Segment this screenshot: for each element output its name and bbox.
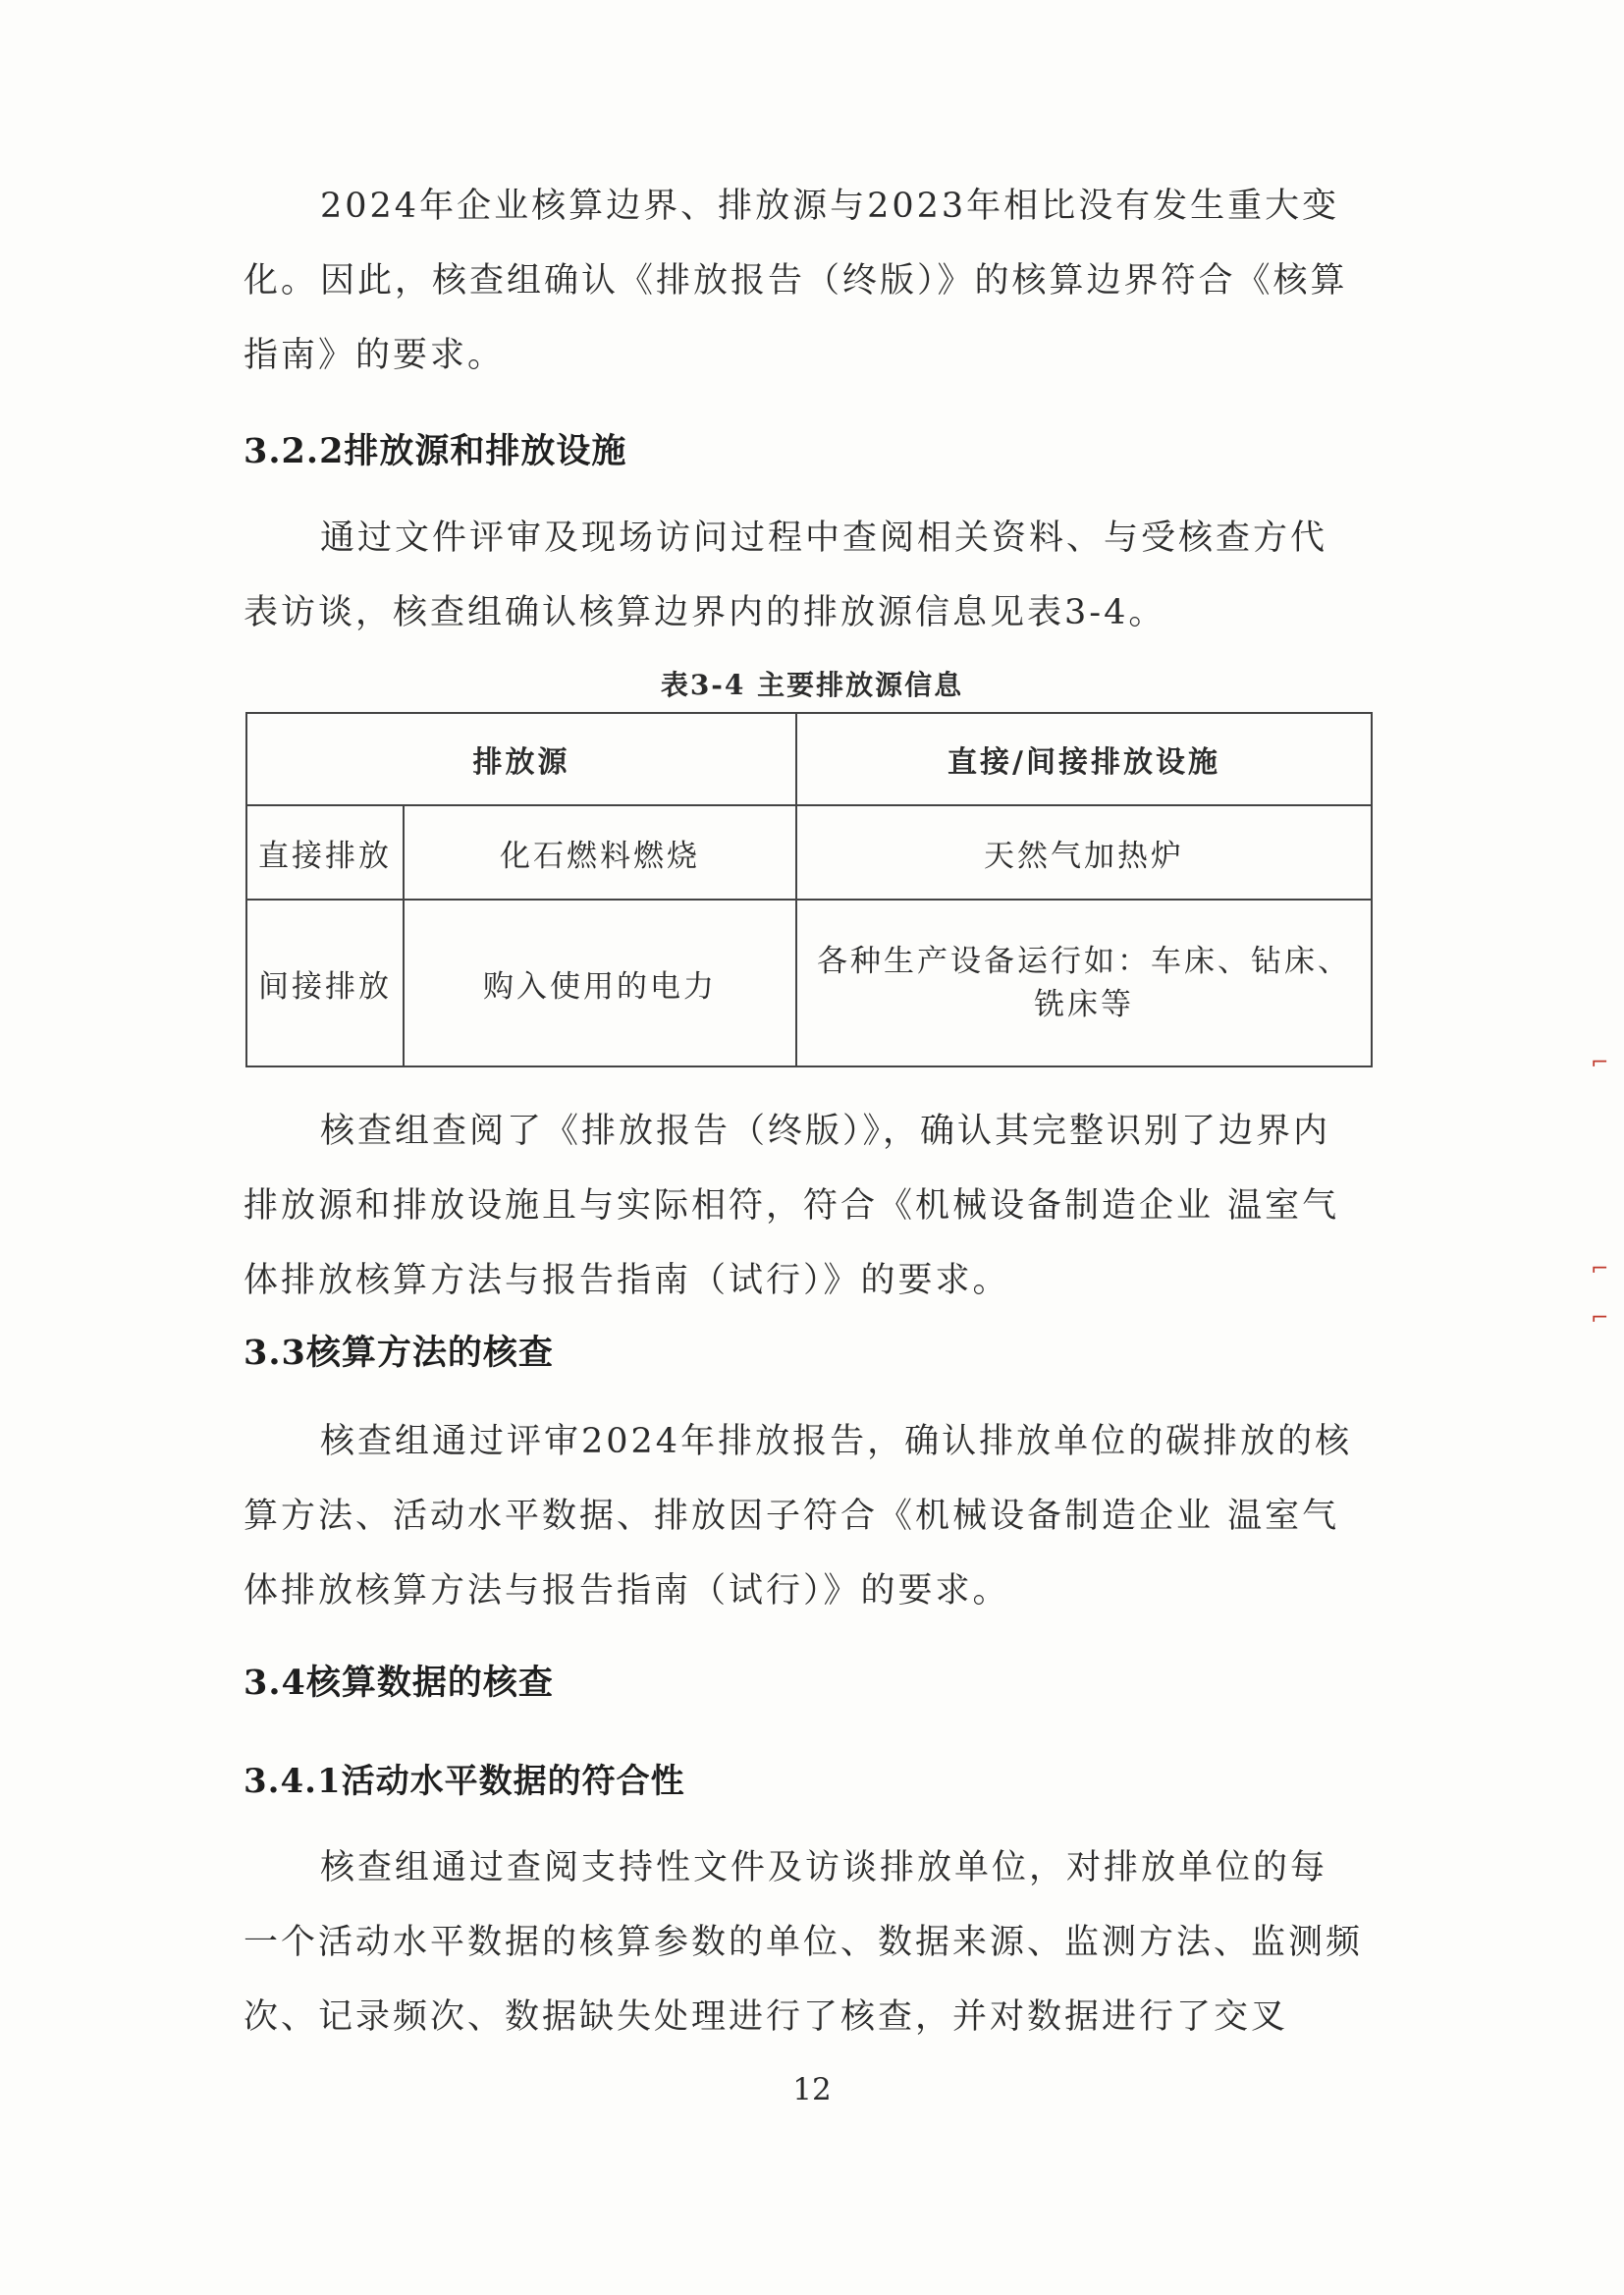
table-header-row <box>246 713 1372 805</box>
seal-fragment-mark: ⌐ <box>1591 1257 1609 1282</box>
seal-fragment-mark: ⌐ <box>1591 1306 1609 1331</box>
cell-emission-type: 间接排放 <box>246 900 404 1066</box>
emission-source-table <box>245 712 1373 1067</box>
table-row <box>246 900 1372 1066</box>
paragraph-method-review: 核查组通过评审2024年排放报告，确认排放单位的碳排放的核算方法、活动水平数据、排放因子符合《机械设备制造企业 温室气体排放核算方法与报告指南（试行）》的要求。 <box>244 1422 1353 1611</box>
heading-3-3: 3.3核算方法的核查 <box>244 1333 554 1373</box>
paragraph-report-review: 核查组查阅了《排放报告（终版）》，确认其完整识别了边界内排放源和排放设施且与实际相符，符合《机械设备制造企业 温室气体排放核算方法与报告指南（试行）》的要求。 <box>244 1112 1340 1300</box>
cell-emission-type: 直接排放 <box>246 805 404 900</box>
cell-emission-facility: 天然气加热炉 <box>796 805 1372 900</box>
cell-emission-source: 化石燃料燃烧 <box>404 805 796 900</box>
heading-3-4-1: 3.4.1活动水平数据的符合性 <box>244 1762 685 1801</box>
page-number: 12 <box>792 2072 832 2107</box>
cell-emission-source: 购入使用的电力 <box>404 900 796 1066</box>
paragraph-boundary-conclusion: 因此，核查组确认《排放报告（终版）》的核算边界符合《核算指南》的要求。 <box>244 261 1348 375</box>
paragraph-boundary-unchanged: 2024年企业核算边界、排放源与2023年相比没有发生重大变化。 <box>244 187 1340 301</box>
heading-3-2-2: 3.2.2排放源和排放设施 <box>244 431 627 471</box>
seal-fragment-mark: ⌐ <box>1591 1051 1609 1075</box>
table-caption: 表3-4 主要排放源信息 <box>660 669 964 701</box>
table-row <box>246 805 1372 900</box>
paragraph-activity-data-review: 核查组通过查阅支持性文件及访谈排放单位，对排放单位的每一个活动水平数据的核算参数的单位、数据来源、监测方法、监测频次、记录频次、数据缺失处理进行了核查，并对数据进行了交叉 <box>244 1848 1364 2037</box>
header-emission-source: 排放源 <box>246 713 796 805</box>
paragraph-emission-source-intro: 通过文件评审及现场访问过程中查阅相关资料、与受核查方代表访谈，核查组确认核算边界内的排放源信息见表3-4。 <box>244 519 1328 632</box>
cell-emission-facility: 各种生产设备运行如：车床、钻床、铣床等 <box>796 900 1372 1066</box>
header-emission-facility: 直接/间接排放设施 <box>796 713 1372 805</box>
heading-3-4: 3.4核算数据的核查 <box>244 1663 554 1703</box>
